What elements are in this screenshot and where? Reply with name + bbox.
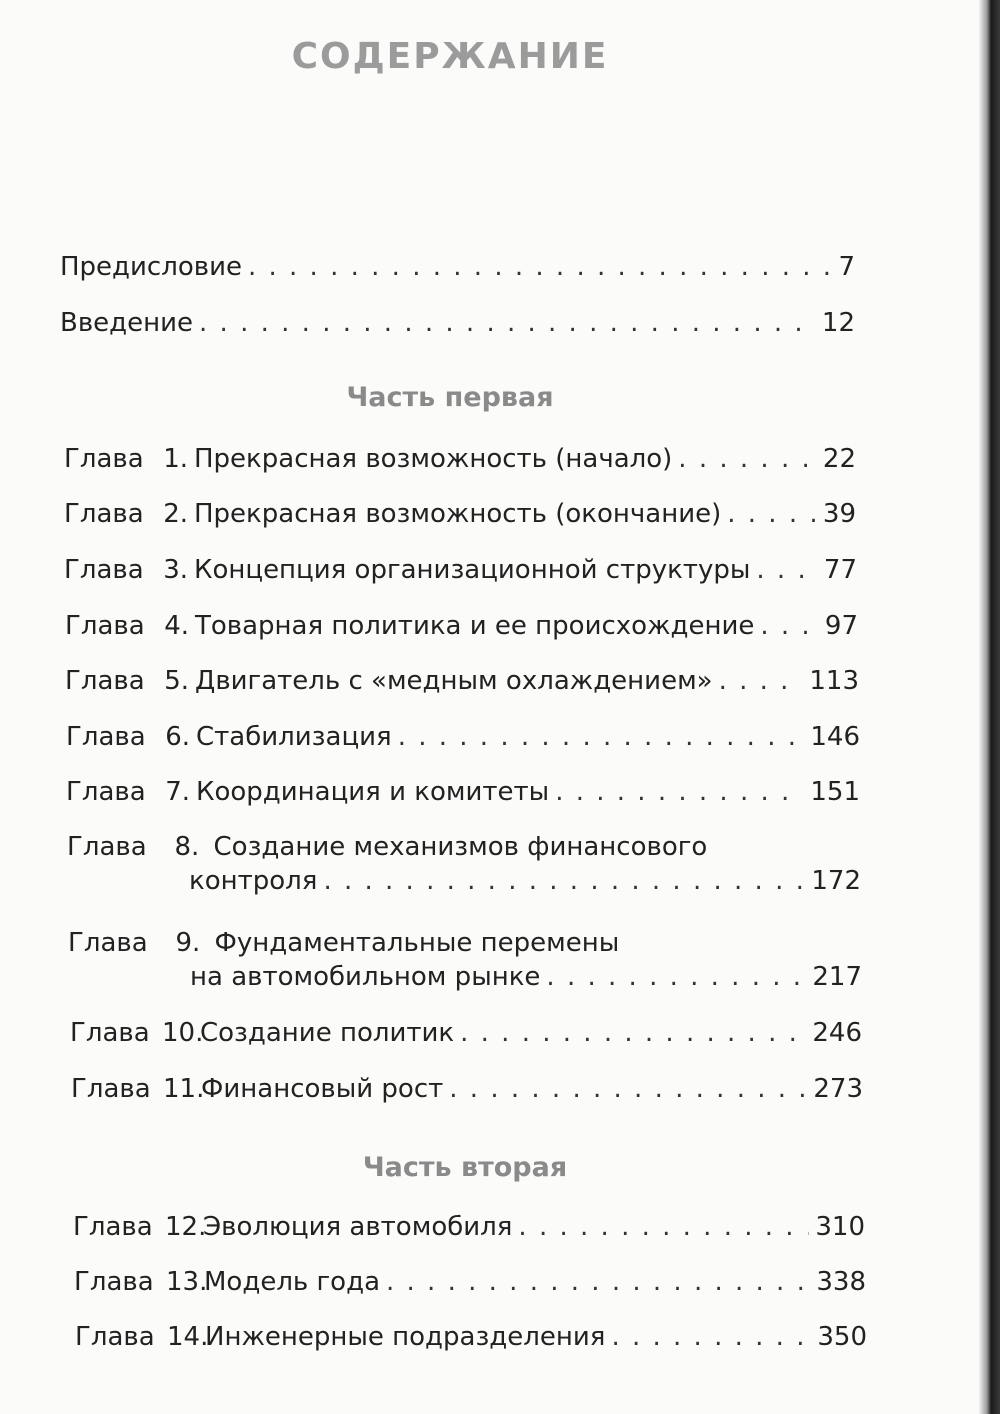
toc-page-number: 7	[838, 252, 855, 282]
toc-page-number: 350	[817, 1322, 867, 1352]
toc-entry-label: Предисловие	[60, 252, 242, 282]
toc-entry-chapter-3	[64, 555, 857, 585]
chapter-number: 10.	[162, 1018, 204, 1048]
chapter-number: 4.	[164, 611, 189, 641]
dot-leader	[760, 611, 819, 641]
chapter-number: 12.	[165, 1212, 207, 1242]
toc-page-number: 217	[812, 962, 862, 992]
dot-leader	[449, 1074, 807, 1104]
dot-leader	[719, 666, 804, 696]
toc-entry-label: Введение	[60, 308, 194, 338]
toc-entry-chapter-1	[64, 444, 856, 474]
chapter-word: Глава	[65, 611, 145, 641]
chapter-word: Глава	[74, 1267, 154, 1297]
chapter-title: Эволюция автомобиля	[203, 1212, 513, 1242]
toc-page-number: 172	[811, 866, 861, 896]
chapter-word: Глава	[75, 1322, 155, 1352]
chapter-word: Глава	[67, 832, 147, 862]
toc-entry-chapter-9	[68, 928, 619, 958]
dot-leader	[248, 252, 832, 282]
chapter-title: Фундаментальные перемены	[214, 928, 620, 958]
chapter-word: Глава	[64, 444, 144, 474]
chapter-title: Инженерные подразделения	[205, 1322, 606, 1352]
toc-entry-chapter-8-continued	[189, 866, 861, 896]
toc-entry-chapter-6	[66, 722, 860, 752]
part-heading-second: Часть вторая	[362, 1152, 568, 1183]
page-title: СОДЕРЖАНИЕ	[291, 36, 609, 77]
chapter-title: Стабилизация	[196, 722, 392, 752]
toc-page-number: 151	[810, 777, 860, 807]
toc-entry-chapter-12	[73, 1212, 865, 1242]
toc-page-number: 22	[822, 444, 856, 474]
scan-page-edge	[978, 0, 1000, 1414]
toc-entry-chapter-10	[70, 1018, 862, 1048]
toc-page-number: 97	[824, 611, 858, 641]
chapter-word: Глава	[64, 555, 144, 585]
toc-entry-chapter-9-continued	[190, 962, 862, 992]
toc-page-number: 39	[822, 499, 856, 529]
dot-leader	[460, 1018, 806, 1048]
chapter-number: 2.	[163, 499, 188, 529]
chapter-title: Двигатель с «медным охлаждением»	[195, 666, 713, 696]
toc-entry-chapter-14	[75, 1322, 867, 1352]
chapter-word: Глава	[66, 777, 146, 807]
part-heading-first: Часть первая	[346, 382, 554, 413]
chapter-title: Создание политик	[200, 1018, 455, 1048]
dot-leader	[546, 962, 806, 992]
chapter-number: 13.	[166, 1267, 208, 1297]
chapter-word: Глава	[70, 1018, 150, 1048]
toc-entry-chapter-8	[67, 832, 707, 862]
toc-page-number: 12	[821, 308, 855, 338]
chapter-word: Глава	[66, 722, 146, 752]
dot-leader	[678, 444, 817, 474]
chapter-number: 1.	[163, 444, 188, 474]
toc-entry-chapter-11	[71, 1074, 863, 1104]
chapter-title-continued: контроля	[189, 866, 318, 896]
dot-leader	[518, 1212, 809, 1242]
toc-entry-introduction	[60, 308, 855, 338]
toc-page-number: 310	[815, 1212, 865, 1242]
chapter-title: Финансовый рост	[201, 1074, 444, 1104]
chapter-number: 14.	[167, 1322, 209, 1352]
toc-page-number: 146	[810, 722, 860, 752]
toc-page-number: 273	[813, 1074, 863, 1104]
chapter-word: Глава	[73, 1212, 153, 1242]
chapter-title: Товарная политика и ее происхождение	[195, 611, 755, 641]
dot-leader	[323, 866, 805, 896]
chapter-title: Модель года	[204, 1267, 380, 1297]
dot-leader	[199, 308, 816, 338]
toc-entry-chapter-4	[65, 611, 858, 641]
dot-leader	[756, 555, 818, 585]
chapter-number: 5.	[164, 666, 189, 696]
chapter-word: Глава	[71, 1074, 151, 1104]
toc-entry-chapter-2	[64, 499, 856, 529]
chapter-title: Концепция организационной структуры	[194, 555, 751, 585]
chapter-number: 9.	[175, 928, 201, 958]
chapter-number: 3.	[163, 555, 188, 585]
dot-leader	[398, 722, 805, 752]
chapter-number: 7.	[165, 777, 190, 807]
chapter-word: Глава	[65, 666, 145, 696]
toc-page-number: 338	[816, 1267, 866, 1297]
chapter-title: Координация и комитеты	[196, 777, 550, 807]
toc-entry-chapter-7	[66, 777, 860, 807]
toc-entry-chapter-5	[65, 666, 859, 696]
dot-leader	[727, 499, 817, 529]
chapter-number: 6.	[165, 722, 190, 752]
dot-leader	[555, 777, 804, 807]
dot-leader	[386, 1267, 810, 1297]
dot-leader	[611, 1322, 811, 1352]
chapter-title-continued: на автомобильном рынке	[190, 962, 541, 992]
chapter-title: Прекрасная возможность (начало)	[194, 444, 673, 474]
chapter-number: 8.	[174, 832, 200, 862]
chapter-number: 11.	[163, 1074, 205, 1104]
toc-page-number: 246	[812, 1018, 862, 1048]
chapter-word: Глава	[64, 499, 144, 529]
chapter-word: Глава	[68, 928, 148, 958]
toc-page-number: 113	[809, 666, 859, 696]
chapter-title: Создание механизмов финансового	[213, 832, 708, 862]
chapter-title: Прекрасная возможность (окончание)	[194, 499, 722, 529]
toc-entry-preface	[60, 252, 855, 282]
toc-page-number: 77	[823, 555, 857, 585]
toc-entry-chapter-13	[74, 1267, 866, 1297]
